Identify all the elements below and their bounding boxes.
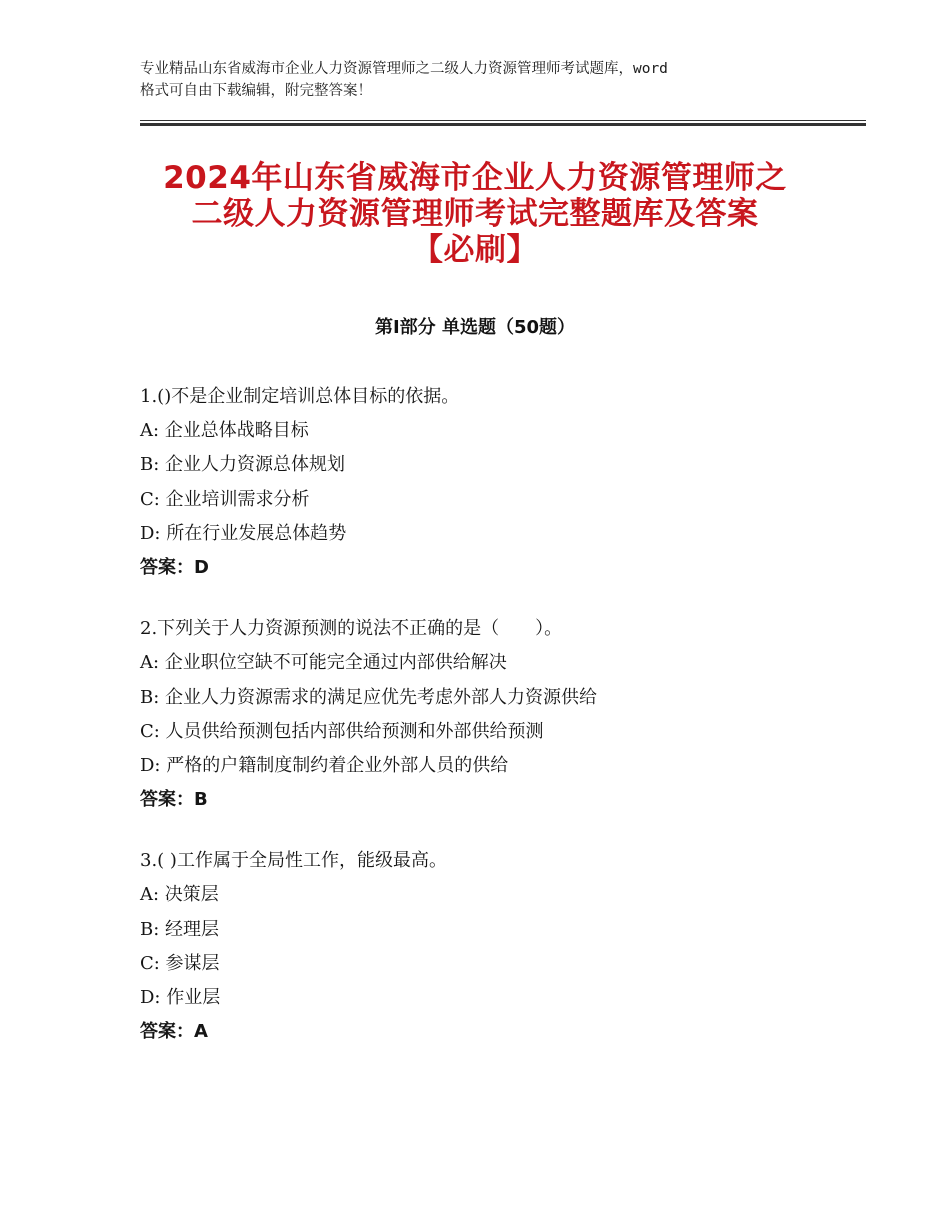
answer: 答案：D <box>140 556 209 578</box>
option-c: C: 企业培训需求分析 <box>140 488 310 510</box>
header-note-line-2: 格式可自由下载编辑，附完整答案！ <box>140 83 372 99</box>
option-b: B: 企业人力资源总体规划 <box>140 454 346 476</box>
option-d: D: 所在行业发展总体趋势 <box>140 522 347 544</box>
title-line-3: 【必刷】 <box>412 232 538 268</box>
option-b: B: 经理层 <box>140 918 220 940</box>
option-b: B: 企业人力资源需求的满足应优先考虑外部人力资源供给 <box>140 686 598 708</box>
option-d: D: 作业层 <box>140 987 221 1008</box>
answer: 答案：B <box>140 789 208 811</box>
section-heading: 第Ⅰ部分 单选题（50题） <box>374 317 575 338</box>
question-3 <box>140 848 840 1053</box>
answer: 答案：A <box>140 1021 208 1043</box>
header-note <box>140 58 840 102</box>
question-2 <box>140 616 840 821</box>
question-stem: 2.下列关于人力资源预测的说法不正确的是（ ）。 <box>140 618 563 640</box>
question-list <box>140 384 840 1080</box>
header-divider-thick <box>140 123 866 126</box>
option-a: A: 决策层 <box>140 884 219 906</box>
option-a: A: 企业总体战略目标 <box>140 420 309 442</box>
option-a: A: 企业职位空缺不可能完全通过内部供给解决 <box>140 652 507 674</box>
document-title <box>100 160 850 268</box>
option-c: C: 人员供给预测包括内部供给预测和外部供给预测 <box>140 720 544 742</box>
question-1 <box>140 384 840 589</box>
title-line-2: 二级人力资源管理师考试完整题库及答案 <box>191 196 759 232</box>
question-stem: 1.()不是企业制定培训总体目标的依据。 <box>140 386 460 407</box>
question-stem: 3.( )工作属于全局性工作，能级最高。 <box>140 850 447 872</box>
option-d: D: 严格的户籍制度制约着企业外部人员的供给 <box>140 754 509 776</box>
header-note-line-1: 专业精品山东省威海市企业人力资源管理师之二级人力资源管理师考试题库，word <box>140 61 668 77</box>
title-line-1: 2024年山东省威海市企业人力资源管理师之 <box>163 160 787 196</box>
option-c: C: 参谋层 <box>140 952 220 974</box>
header-divider-thin <box>140 120 866 121</box>
